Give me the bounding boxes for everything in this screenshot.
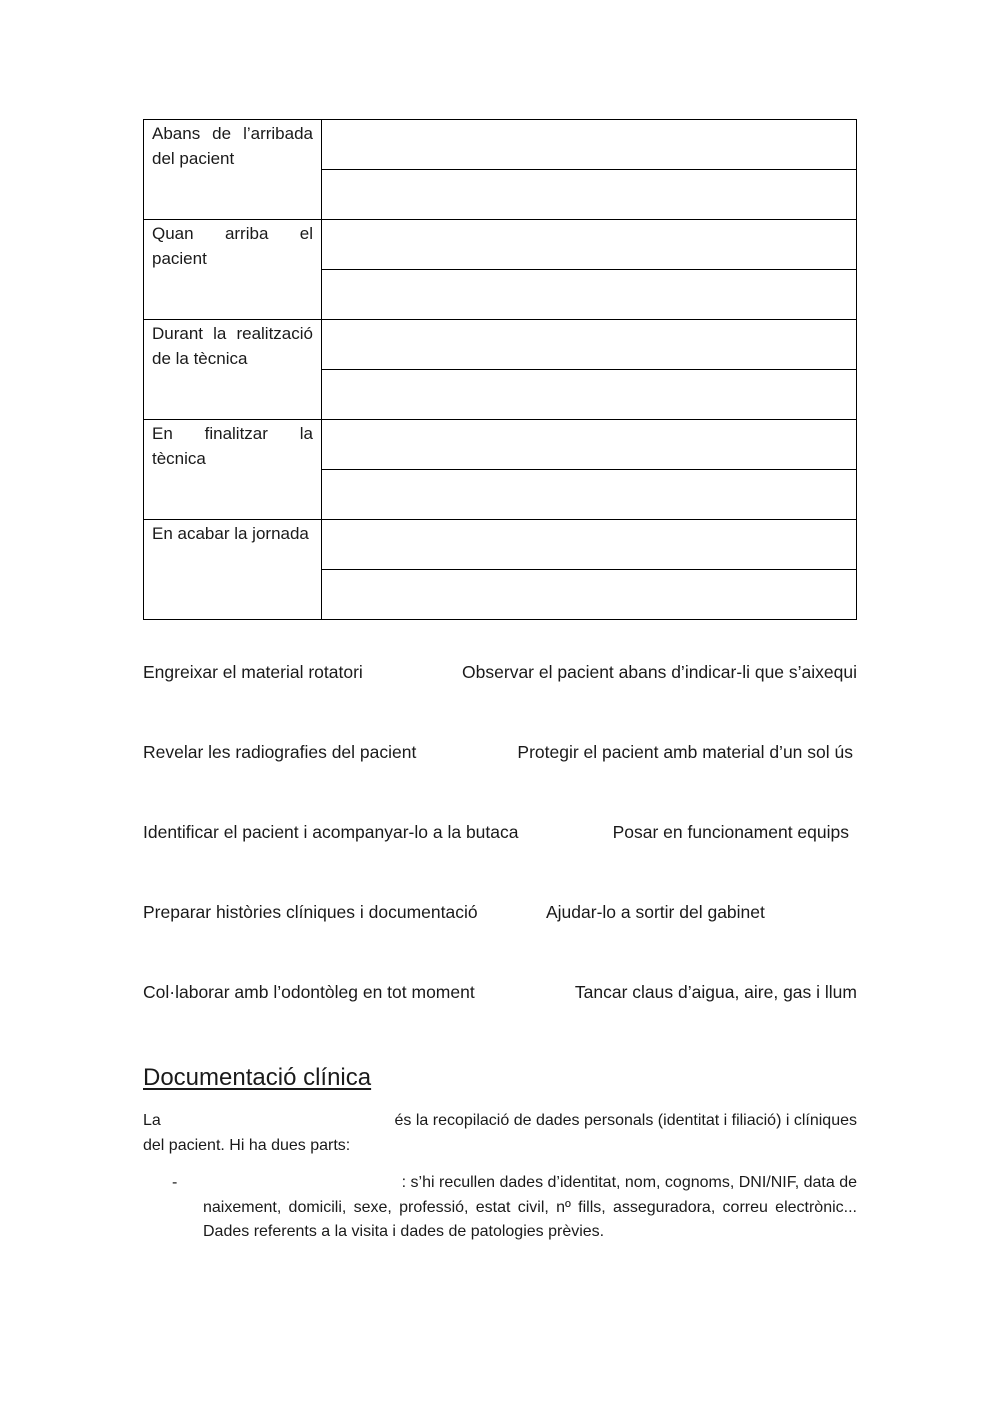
phase-label-cell <box>144 520 322 620</box>
task-tile[interactable]: Revelar les radiografies del pacient <box>143 742 417 762</box>
answer-slot[interactable] <box>322 320 857 370</box>
table-row <box>144 520 857 570</box>
para-line2: del pacient. Hi ha dues parts: <box>143 1136 351 1154</box>
answer-slot[interactable] <box>322 570 857 620</box>
task-tile[interactable]: Protegir el pacient amb material d’un sol ús <box>517 742 853 762</box>
task-tile[interactable]: Posar en funcionament equips <box>612 822 849 842</box>
phases-table <box>143 119 857 620</box>
task-tile[interactable]: Col·laborar amb l’odontòleg en tot moment <box>143 982 475 1002</box>
answer-slot[interactable] <box>322 120 857 170</box>
phase-label-cell <box>144 320 322 420</box>
table-row <box>144 120 857 170</box>
answer-slot[interactable] <box>322 170 857 220</box>
phase-label: Quan arriba el pacient <box>152 224 313 268</box>
para-start: La <box>143 1112 161 1129</box>
para-rest: és la recopilació de dades personals (identitat i filiació) i clíniques <box>394 1112 857 1129</box>
intro-paragraph <box>143 1109 857 1158</box>
phase-label-cell <box>144 420 322 520</box>
table-row <box>144 420 857 470</box>
table-row <box>144 320 857 370</box>
phase-label: En finalitzar la tècnica <box>152 424 313 468</box>
bullet-line1: : s’hi recullen dades d’identitat, nom, cognoms, DNI/NIF, data de <box>401 1174 857 1191</box>
answer-slot[interactable] <box>322 270 857 320</box>
task-tile[interactable]: Identificar el pacient i acompanyar-lo a la butaca <box>143 822 519 842</box>
section-heading: Documentació clínica <box>143 1064 372 1091</box>
blank-drop-zone[interactable] <box>203 1171 343 1196</box>
answer-slot[interactable] <box>322 520 857 570</box>
bullet-paragraph <box>203 1171 857 1245</box>
task-tile[interactable]: Engreixar el material rotatori <box>143 662 363 682</box>
answer-slot[interactable] <box>322 220 857 270</box>
phase-label: Abans de l’arribada del pacient <box>152 124 313 168</box>
bullet-rest: naixement, domicili, sexe, professió, estat civil, nº fills, asseguradora, correu electrònic... Dades referents a la visita i dades de patologies prèvies. <box>203 1198 857 1240</box>
table-row <box>144 220 857 270</box>
phase-label-cell <box>144 120 322 220</box>
answer-slot[interactable] <box>322 470 857 520</box>
answer-slot[interactable] <box>322 370 857 420</box>
phase-label: En acabar la jornada <box>152 524 309 543</box>
phase-label: Durant la realització de la tècnica <box>152 324 313 368</box>
task-tile[interactable]: Tancar claus d’aigua, aire, gas i llum <box>574 982 857 1002</box>
task-tile[interactable]: Preparar històries clíniques i documentació <box>143 902 478 922</box>
task-tile[interactable]: Ajudar-lo a sortir del gabinet <box>546 902 765 922</box>
bullet-marker: - <box>172 1174 178 1191</box>
answer-slot[interactable] <box>322 420 857 470</box>
task-tile[interactable]: Observar el pacient abans d’indicar-li que s’aixequi <box>462 662 857 682</box>
phase-label-cell <box>144 220 322 320</box>
